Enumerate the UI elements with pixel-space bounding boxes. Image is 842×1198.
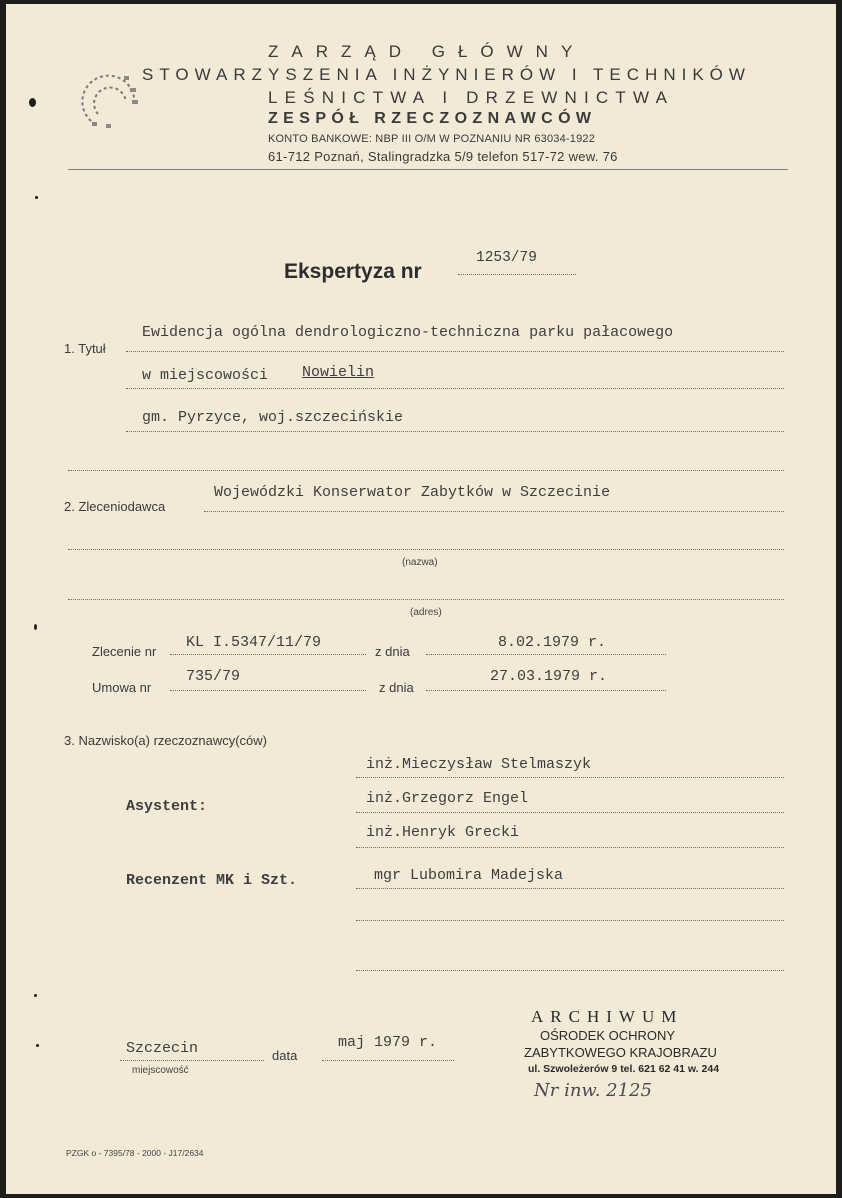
stamp-line2: OŚRODEK OCHRONY — [540, 1028, 676, 1043]
ink-blot — [29, 98, 36, 107]
title-line1: Ewidencja ogólna dendrologiczno-techniczna parku pałacowego — [142, 324, 674, 341]
ink-blot — [34, 624, 37, 630]
header-line2: STOWARZYSZENIA INŻYNIERÓW I TECHNIKÓW — [142, 65, 751, 84]
header-line4: ZESPÓŁ RZECZOZNAWCÓW — [268, 110, 597, 127]
date-value: maj 1979 r. — [338, 1034, 438, 1051]
title-line2-place: Nowielin — [302, 364, 375, 381]
stamp-line4: ul. Szwoleżerów 9 tel. 621 62 41 w. 244 — [528, 1063, 720, 1075]
reviewer-name: mgr Lubomira Madejska — [374, 867, 564, 884]
reviewer-label: Recenzent MK i Szt. — [126, 872, 298, 889]
header-line1: ZARZĄD GŁÓWNY — [268, 42, 586, 61]
order-label: Zlecenie nr — [92, 644, 157, 659]
section3-label: 3. Nazwisko(a) rzeczoznawcy(ców) — [64, 733, 267, 748]
contract-date-label: z dnia — [379, 680, 414, 695]
order-date-label: z dnia — [375, 644, 410, 659]
client-name: Wojewódzki Konserwator Zabytków w Szczecinie — [214, 484, 611, 501]
handwritten-inventory-number: Nr inw. 2125 — [534, 1080, 652, 1101]
header-divider — [68, 169, 788, 170]
blank-dotted-line-2 — [356, 970, 784, 971]
header-line3: LEŚNICTWA I DRZEWNICTWA — [268, 88, 675, 107]
ink-blot — [34, 994, 37, 997]
reviewer-dotted-line — [356, 888, 784, 889]
date-dotted-line — [322, 1060, 454, 1061]
assistant-dotted-line-1 — [356, 812, 784, 813]
title-line3: gm. Pyrzyce, woj.szczecińskie — [142, 409, 404, 426]
client-dotted-line-2 — [68, 549, 784, 550]
stamp-line1: ARCHIWUM — [531, 1007, 684, 1026]
title-dotted-line — [458, 274, 576, 275]
stamp-line3: ZABYTKOWEGO KRAJOBRAZU — [524, 1045, 717, 1060]
place-caption: miejscowość — [132, 1065, 189, 1076]
assistant-name-1: inż.Grzegorz Engel — [366, 790, 529, 807]
document-page — [6, 4, 836, 1194]
caption-name: (nazwa) — [402, 557, 438, 568]
assistant-name-2: inż.Henryk Grecki — [366, 824, 520, 841]
title-line2-prefix: w miejscowości — [142, 367, 269, 384]
title-dotted-line-2 — [126, 388, 784, 389]
contract-number: 735/79 — [186, 668, 241, 685]
gear-logo-icon — [76, 66, 146, 136]
contract-dotted-line — [170, 690, 366, 691]
order-dotted-line — [170, 654, 366, 655]
contract-date-dotted-line — [426, 690, 666, 691]
expert-name: inż.Mieczysław Stelmaszyk — [366, 756, 592, 773]
assistant-dotted-line-2 — [356, 847, 784, 848]
expert-dotted-line — [356, 777, 784, 778]
client-dotted-line — [204, 511, 784, 512]
assistant-label: Asystent: — [126, 798, 208, 815]
section1-label: 1. Tytuł — [64, 341, 106, 356]
title-dotted-line-3 — [126, 431, 784, 432]
order-number: KL I.5347/11/79 — [186, 634, 322, 651]
contract-date: 27.03.1979 r. — [490, 668, 608, 685]
title-dotted-line-4 — [68, 470, 784, 471]
blank-dotted-line-1 — [356, 920, 784, 921]
document-number: 1253/79 — [476, 250, 537, 266]
ink-blot — [35, 196, 38, 199]
contract-label: Umowa nr — [92, 680, 152, 695]
ink-blot — [36, 1044, 39, 1047]
order-date: 8.02.1979 r. — [498, 634, 607, 651]
document-title: Ekspertyza nr — [284, 260, 422, 283]
date-label: data — [272, 1048, 298, 1063]
caption-address: (adres) — [410, 607, 442, 618]
place-dotted-line — [120, 1060, 264, 1061]
header-bank: KONTO BANKOWE: NBP III O/M W POZNANIU NR 63034-1922 — [268, 133, 596, 145]
title-dotted-line-1 — [126, 351, 784, 352]
print-code: PZGK o - 7395/78 - 2000 - J17/2634 — [66, 1148, 204, 1158]
address-dotted-line — [68, 599, 784, 600]
order-date-dotted-line — [426, 654, 666, 655]
section2-label: 2. Zleceniodawca — [64, 499, 166, 514]
header-address: 61-712 Poznań, Stalingradzka 5/9 telefon 517-72 wew. 76 — [268, 149, 618, 164]
place-value: Szczecin — [126, 1040, 199, 1057]
